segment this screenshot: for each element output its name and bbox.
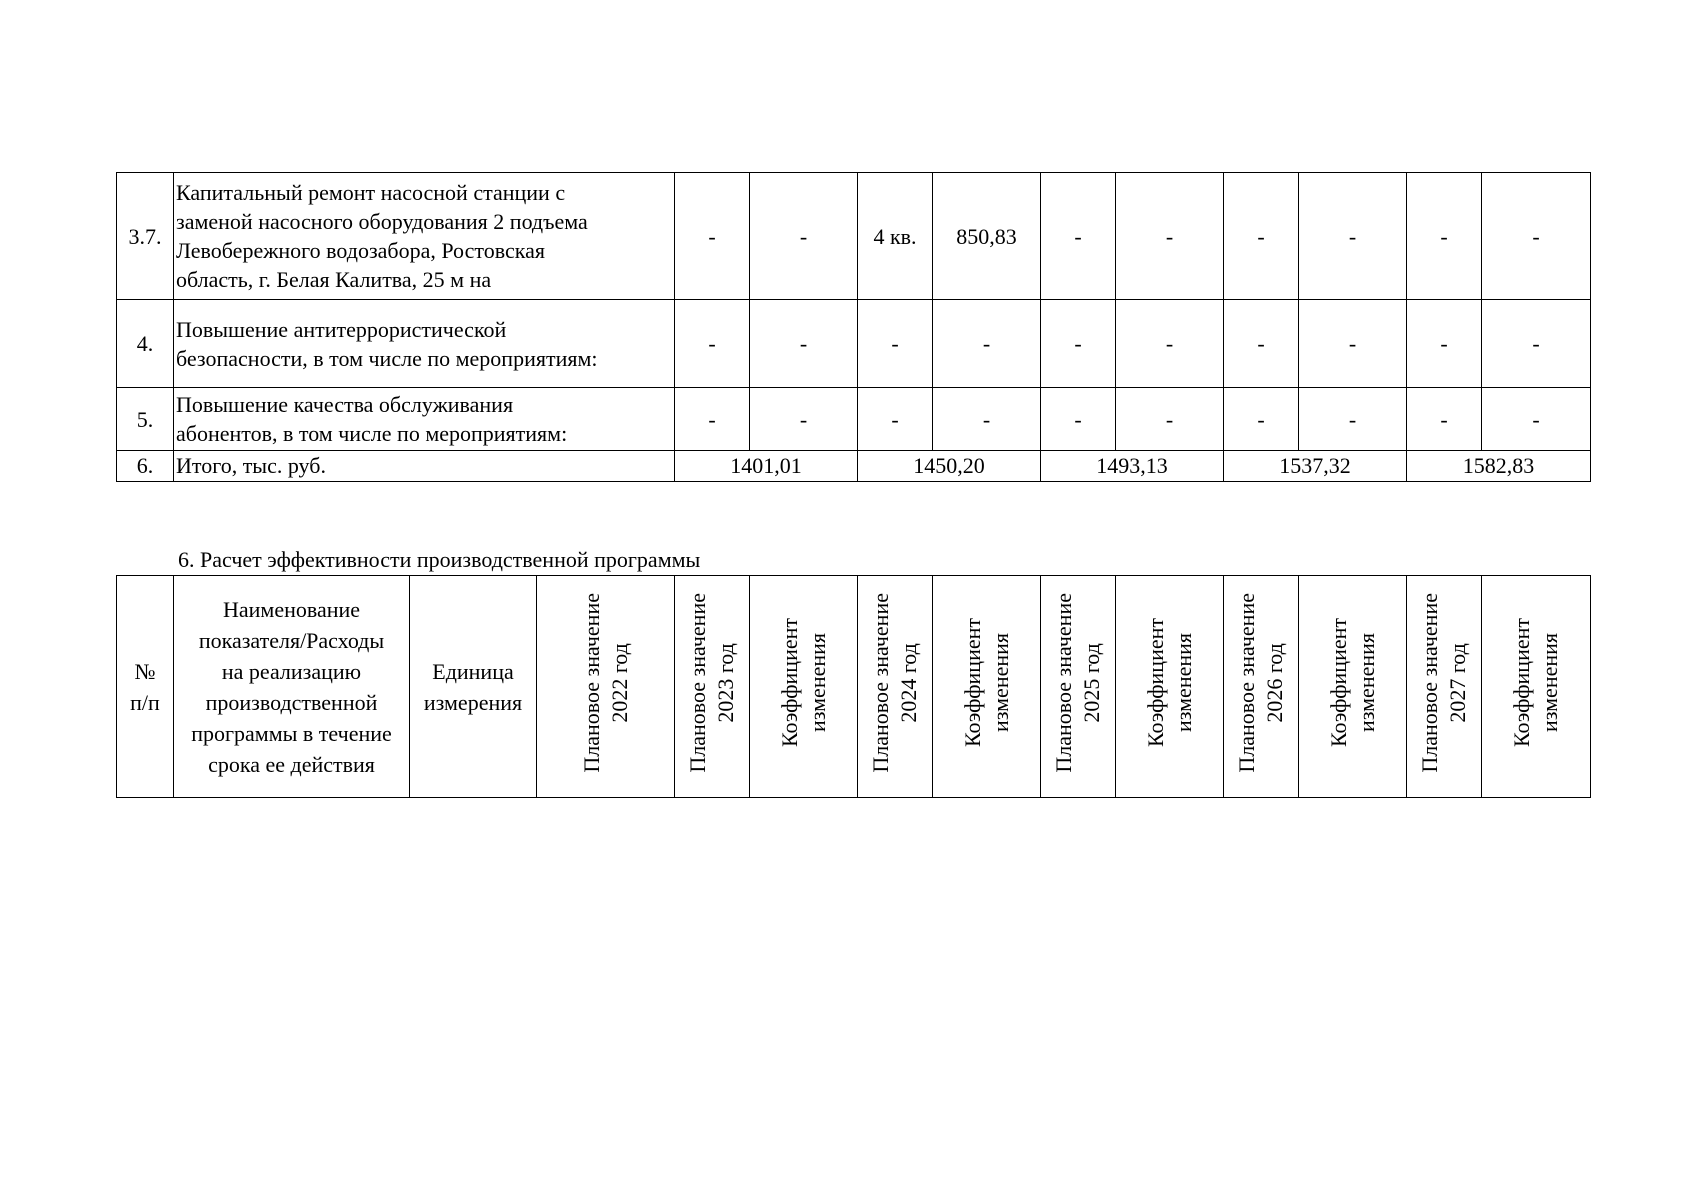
total-value: 1450,20 <box>858 451 1041 482</box>
total-value: 1401,01 <box>675 451 858 482</box>
row-name: Капитальный ремонт насосной станции с заменой насосного оборудования 2 подъема Левобережного водозабора, Ростовская область, г. Белая Калитва, 25 м на <box>174 173 675 300</box>
col-header-coef-2: Коэффициент изменения <box>933 576 1041 798</box>
row-number: 6. <box>117 451 174 482</box>
cell: - <box>1116 300 1224 388</box>
cell: - <box>1116 388 1224 451</box>
cell: - <box>1041 300 1116 388</box>
cell: - <box>1482 173 1591 300</box>
activities-table <box>116 172 1591 482</box>
cell: - <box>1224 300 1299 388</box>
header-row <box>117 576 1591 798</box>
total-value: 1582,83 <box>1407 451 1591 482</box>
cell: - <box>858 388 933 451</box>
cell: - <box>1407 173 1482 300</box>
col-header-plan-2025: Плановое значение 2025 год <box>1041 576 1116 798</box>
efficiency-table <box>116 575 1591 798</box>
cell: - <box>1407 388 1482 451</box>
col-header-plan-2027: Плановое значение 2027 год <box>1407 576 1482 798</box>
cell: - <box>675 388 750 451</box>
cell: - <box>750 173 858 300</box>
cell: - <box>750 300 858 388</box>
row-name: Повышение антитеррористической безопасности, в том числе по мероприятиям: <box>174 300 675 388</box>
total-value: 1493,13 <box>1041 451 1224 482</box>
cell: - <box>1482 388 1591 451</box>
total-row <box>117 451 1591 482</box>
col-header-plan-2022: Плановое значение 2022 год <box>537 576 675 798</box>
col-header-unit: Единица измерения <box>410 576 537 798</box>
cell: - <box>750 388 858 451</box>
cell: 4 кв. <box>858 173 933 300</box>
cell: - <box>858 300 933 388</box>
col-header-coef-4: Коэффициент изменения <box>1299 576 1407 798</box>
cell: - <box>1224 388 1299 451</box>
cell: 850,83 <box>933 173 1041 300</box>
cell: - <box>675 173 750 300</box>
col-header-plan-2023: Плановое значение 2023 год <box>675 576 750 798</box>
cell: - <box>1482 300 1591 388</box>
cell: - <box>933 300 1041 388</box>
cell: - <box>675 300 750 388</box>
table-row <box>117 388 1591 451</box>
cell: - <box>1041 173 1116 300</box>
col-header-coef-5: Коэффициент изменения <box>1482 576 1591 798</box>
cell: - <box>933 388 1041 451</box>
row-number: 3.7. <box>117 173 174 300</box>
col-header-coef-1: Коэффициент изменения <box>750 576 858 798</box>
col-header-name: Наименование показателя/Расходы на реализацию производственной программы в течение срока ее действия <box>174 576 410 798</box>
cell: - <box>1299 388 1407 451</box>
row-name: Повышение качества обслуживания абонентов, в том числе по мероприятиям: <box>174 388 675 451</box>
row-number: 4. <box>117 300 174 388</box>
col-header-coef-3: Коэффициент изменения <box>1116 576 1224 798</box>
row-number: 5. <box>117 388 174 451</box>
cell: - <box>1116 173 1224 300</box>
cell: - <box>1224 173 1299 300</box>
section-caption: 6. Расчет эффективности производственной программы <box>178 547 701 572</box>
col-header-plan-2026: Плановое значение 2026 год <box>1224 576 1299 798</box>
cell: - <box>1299 173 1407 300</box>
cell: - <box>1299 300 1407 388</box>
cell: - <box>1041 388 1116 451</box>
row-name: Итого, тыс. руб. <box>174 451 675 482</box>
table-row <box>117 300 1591 388</box>
table-row <box>117 173 1591 300</box>
cell: - <box>1407 300 1482 388</box>
total-value: 1537,32 <box>1224 451 1407 482</box>
col-header-plan-2024: Плановое значение 2024 год <box>858 576 933 798</box>
col-header-number: № п/п <box>117 576 174 798</box>
